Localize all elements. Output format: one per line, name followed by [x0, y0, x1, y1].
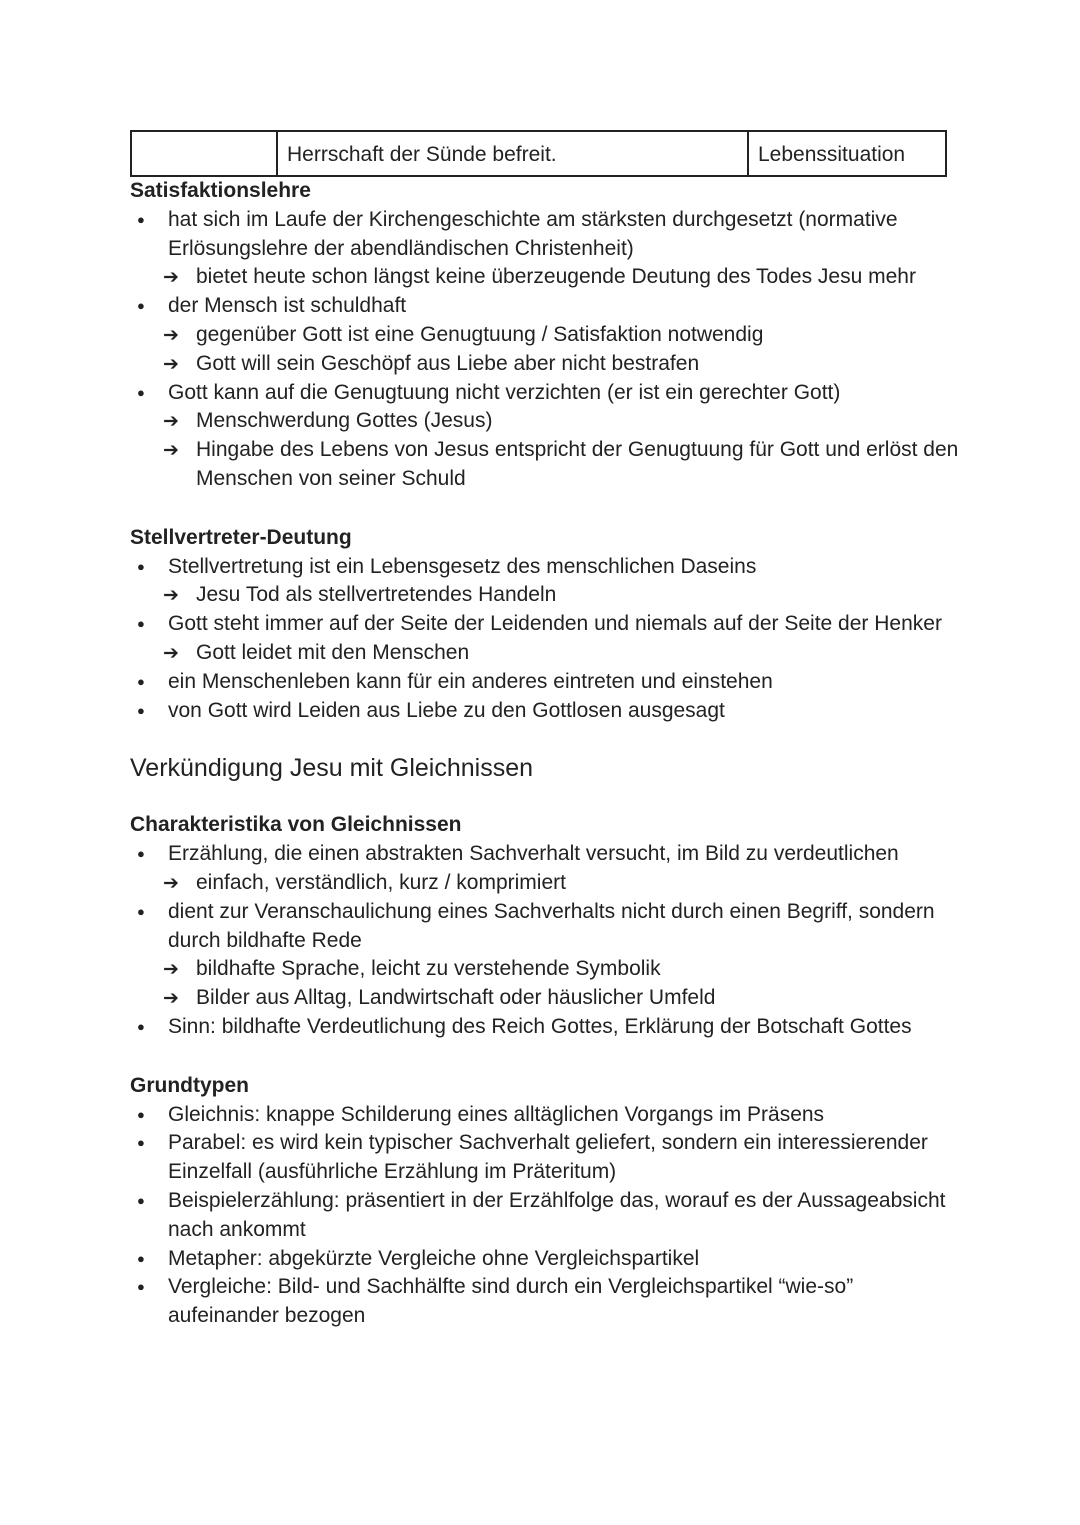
- table-cell-3: Lebenssituation: [758, 143, 906, 166]
- arrow-right-icon: ➔: [163, 352, 179, 375]
- section-satisfaktionslehre: [130, 177, 960, 494]
- arrow-item-text: bildhafte Sprache, leicht zu verstehende Symbolik: [196, 957, 661, 981]
- page-section-title: Verkündigung Jesu mit Gleichnissen: [130, 754, 534, 783]
- arrow-item: [130, 984, 960, 1013]
- arrow-item: [130, 869, 960, 898]
- list-item: ● Parabel: es wird kein typischer Sachverhalt geliefert, sondern ein interessierender Einzelfall (ausführliche Erzählung im Präteritum): [130, 1129, 960, 1187]
- section-stellvertreter-deutung: [130, 524, 960, 726]
- arrow-item: [130, 350, 960, 379]
- arrow-right-icon: ➔: [163, 584, 179, 607]
- section-charakteristika: [130, 811, 960, 1041]
- arrow-right-icon: ➔: [163, 410, 179, 433]
- arrow-item-text: bietet heute schon längst keine überzeugende Deutung des Todes Jesu mehr: [196, 265, 916, 289]
- list-item: ● ein Menschenleben kann für ein anderes eintreten und einstehen: [130, 668, 960, 697]
- table-cell-2: Herrschaft der Sünde befreit.: [278, 132, 749, 175]
- section-heading: Grundtypen: [130, 1073, 249, 1097]
- arrow-right-icon: ➔: [163, 987, 179, 1010]
- list-item: ● Vergleiche: Bild- und Sachhälfte sind durch ein Vergleichspartikel “wie-so” aufeinander bezogen: [130, 1273, 960, 1331]
- arrow-item: [130, 639, 960, 668]
- arrow-right-icon: ➔: [163, 323, 179, 346]
- list-item: ● der Mensch ist schuldhaft: [130, 292, 960, 321]
- arrow-item-text: Gott leidet mit den Menschen: [196, 640, 470, 664]
- arrow-item: [130, 436, 960, 494]
- list-item: ● Sinn: bildhafte Verdeutlichung des Reich Gottes, Erklärung der Botschaft Gottes: [130, 1013, 960, 1042]
- arrow-item: [130, 581, 960, 610]
- arrow-item: [130, 321, 960, 350]
- bullet-list: [130, 1101, 960, 1331]
- list-item: ● Beispielerzählung: präsentiert in der Erzählfolge das, worauf es der Aussageabsicht nach ankommt: [130, 1187, 960, 1245]
- arrow-right-icon: ➔: [163, 641, 179, 664]
- list-item: ● Metapher: abgekürzte Vergleiche ohne Vergleichspartikel: [130, 1245, 960, 1274]
- arrow-item-text: Menschwerdung Gottes (Jesus): [196, 409, 493, 433]
- document-content: [130, 177, 960, 1331]
- section-heading: Charakteristika von Gleichnissen: [130, 813, 462, 837]
- list-item: ● Gleichnis: knappe Schilderung eines alltäglichen Vorgangs im Präsens: [130, 1101, 960, 1130]
- arrow-right-icon: ➔: [163, 439, 179, 462]
- arrow-right-icon: ➔: [163, 871, 179, 894]
- arrow-right-icon: ➔: [163, 266, 179, 289]
- list-item: ● Gott kann auf die Genugtuung nicht verzichten (er ist ein gerechter Gott): [130, 379, 960, 408]
- list-item: ● Gott steht immer auf der Seite der Leidenden und niemals auf der Seite der Henker: [130, 610, 960, 639]
- arrow-item: [130, 955, 960, 984]
- list-item: ● hat sich im Laufe der Kirchengeschichte am stärksten durchgesetzt (normative Erlösungslehre der abendländischen Christenheit): [130, 206, 960, 264]
- spacer: [130, 725, 960, 753]
- bullet-list: [130, 840, 960, 1042]
- section-grundtypen: [130, 1072, 960, 1331]
- spacer: [130, 494, 960, 524]
- arrow-item-text: einfach, verständlich, kurz / komprimiert: [196, 870, 566, 894]
- section-heading: Satisfaktionslehre: [130, 179, 311, 202]
- arrow-item-text: gegenüber Gott ist eine Genugtuung / Satisfaktion notwendig: [196, 322, 764, 346]
- arrow-right-icon: ➔: [163, 958, 179, 981]
- arrow-item: [130, 263, 960, 292]
- list-item: ● dient zur Veranschaulichung eines Sachverhalts nicht durch einen Begriff, sondern durch bildhafte Rede: [130, 898, 960, 956]
- list-item: ● Stellvertretung ist ein Lebensgesetz des menschlichen Daseins: [130, 553, 960, 582]
- table-cell-1: [132, 132, 278, 175]
- arrow-item: [130, 407, 960, 436]
- spacer: [130, 1042, 960, 1072]
- arrow-item-text: Hingabe des Lebens von Jesus entspricht der Genugtuung für Gott und erlöst den Menschen von seiner Schuld: [196, 438, 959, 490]
- arrow-item-text: Bilder aus Alltag, Landwirtschaft oder häuslicher Umfeld: [196, 986, 716, 1010]
- list-item: ● von Gott wird Leiden aus Liebe zu den Gottlosen ausgesagt: [130, 697, 960, 726]
- section-heading: Stellvertreter-Deutung: [130, 525, 352, 549]
- spacer: [130, 783, 960, 811]
- list-item: ● Erzählung, die einen abstrakten Sachverhalt versucht, im Bild zu verdeutlichen: [130, 840, 960, 869]
- bullet-list: [130, 553, 960, 726]
- arrow-item-text: Jesu Tod als stellvertretendes Handeln: [196, 583, 557, 607]
- bullet-list: [130, 206, 960, 494]
- arrow-item-text: Gott will sein Geschöpf aus Liebe aber nicht bestrafen: [196, 351, 700, 375]
- table-fragment: [130, 130, 947, 177]
